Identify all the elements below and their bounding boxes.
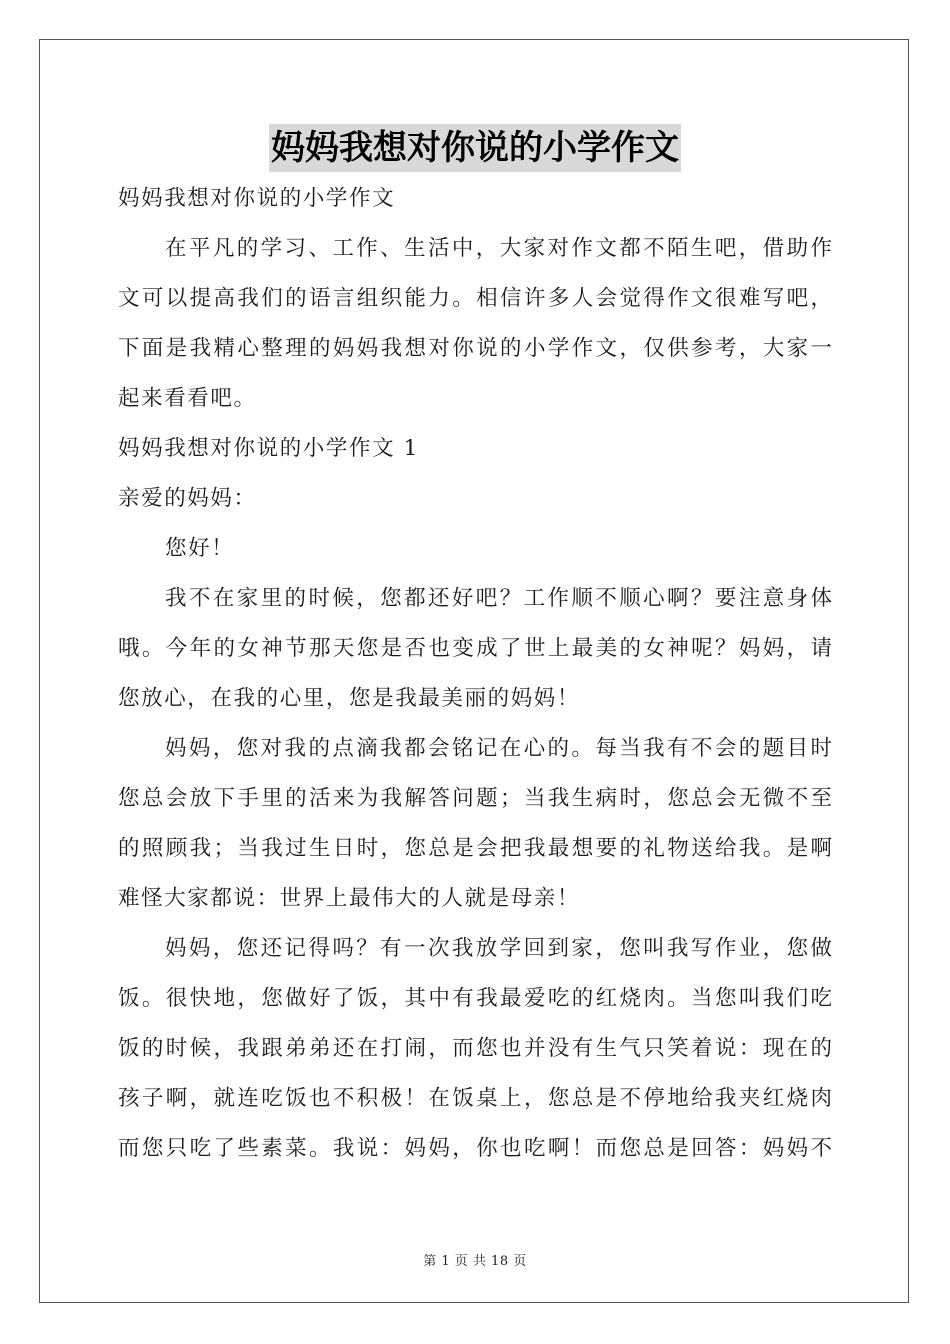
paragraph-line: 而您只吃了些素菜。我说：妈妈，你也吃啊！而您总是回答：妈妈不 [118, 1136, 832, 1161]
subtitle-line: 妈妈我想对你说的小学作文 [118, 186, 396, 211]
paragraph-line: 哦。今年的女神节那天您是否也变成了世上最美的女神呢？妈妈，请 [118, 636, 832, 661]
paragraph-line: 孩子啊，就连吃饭也不积极！在饭桌上，您总是不停地给我夹红烧肉 [118, 1086, 832, 1111]
section-heading: 妈妈我想对你说的小学作文 1 [118, 436, 419, 461]
paragraph-line: 饭。很快地，您做好了饭，其中有我最爱吃的红烧肉。当您叫我们吃 [118, 986, 832, 1011]
title-container [0, 124, 950, 172]
document-title: 妈妈我想对你说的小学作文 [269, 124, 681, 172]
paragraph-line: 您放心，在我的心里，您是我最美丽的妈妈！ [118, 686, 581, 711]
paragraph-line: 在平凡的学习、工作、生活中，大家对作文都不陌生吧，借助作 [165, 236, 832, 261]
paragraph-line: 妈妈，您还记得吗？有一次我放学回到家，您叫我写作业，您做 [165, 936, 832, 961]
paragraph-line: 的照顾我；当我过生日时，您总是会把我最想要的礼物送给我。是啊 [118, 836, 832, 861]
paragraph-line: 文可以提高我们的语言组织能力。相信许多人会觉得作文很难写吧， [118, 286, 832, 311]
paragraph-line: 您总会放下手里的活来为我解答问题；当我生病时，您总会无微不至 [118, 786, 832, 811]
paragraph-line: 起来看看吧。 [118, 386, 257, 411]
paragraph-line: 难怪大家都说：世界上最伟大的人就是母亲！ [118, 886, 581, 911]
greeting: 您好！ [165, 536, 235, 561]
paragraph-line: 饭的时候，我跟弟弟还在打闹，而您也并没有生气只笑着说：现在的 [118, 1036, 832, 1061]
salutation: 亲爱的妈妈： [118, 486, 257, 511]
page-footer: 第 1 页 共 18 页 [423, 1254, 527, 1269]
paragraph-line: 我不在家里的时候，您都还好吧？工作顺不顺心啊？要注意身体 [165, 586, 832, 611]
paragraph-line: 下面是我精心整理的妈妈我想对你说的小学作文，仅供参考，大家一 [118, 336, 832, 361]
paragraph-line: 妈妈，您对我的点滴我都会铭记在心的。每当我有不会的题目时 [165, 736, 832, 761]
